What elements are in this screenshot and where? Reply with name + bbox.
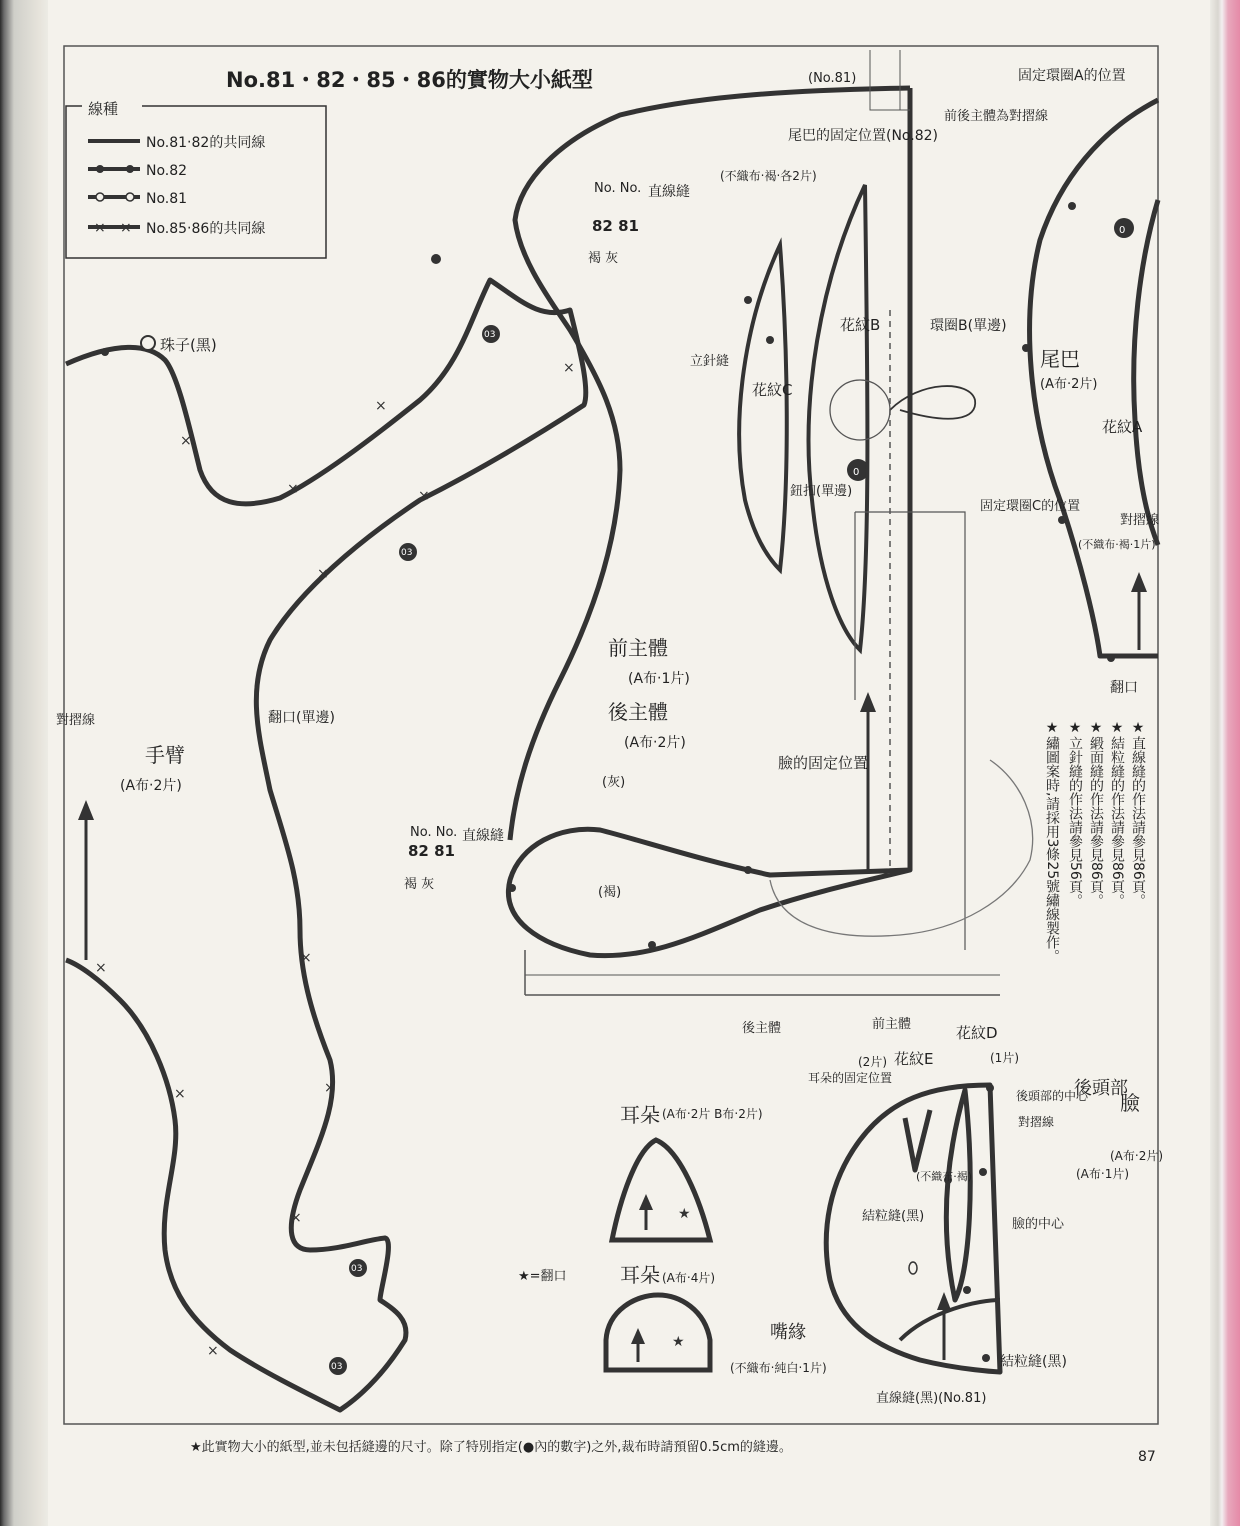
label-tail-fix: 尾巴的固定位置(No.82) [788, 128, 938, 144]
label-front-body-bottom: 前主體 [872, 1017, 912, 1032]
label-ear2: 耳朵 [620, 1263, 660, 1287]
label-patch-d-count: (1片) [990, 1051, 1019, 1065]
notes-vertical [1038, 706, 1148, 996]
svg-text:×: × [324, 1080, 336, 1096]
label-mouth: 嘴緣 [770, 1322, 806, 1343]
legend-item-1: No.81‧82的共同線 [146, 135, 266, 151]
label-ear-fix: 耳朵的固定位置 [808, 1071, 893, 1085]
label-front-cloth: (A布‧1片) [628, 671, 690, 687]
note-1: ★直線縫的作法請參見86頁。 [1130, 720, 1146, 908]
label-flip-single: 翻口(單邊) [268, 710, 335, 726]
label-patch-a-cloth: (不織布‧褐‧1片) [1078, 538, 1156, 551]
label-patch-b: 花紋B [840, 316, 881, 334]
svg-text:×: × [207, 1343, 219, 1359]
label-face: 臉 [1120, 1091, 1140, 1115]
label-ear2-cloth: (A布‧4片) [662, 1271, 716, 1285]
label-stand-stitch: 立針縫 [690, 354, 730, 369]
label-french-knot: 結粒縫(黑) [862, 1209, 925, 1224]
label-loop-c: 固定環圈C的位置 [980, 499, 1081, 514]
label-back-body: 後主體 [608, 700, 668, 724]
ear-piece-1 [612, 1140, 710, 1240]
label-button: 鈕扣(單邊) [790, 484, 853, 499]
svg-text:×: × [375, 398, 387, 414]
label-back-cloth: (A布‧2片) [624, 735, 686, 751]
label-ball: 珠子(黑) [160, 336, 217, 354]
label-tail-cloth: (A布‧2片) [1040, 377, 1098, 392]
svg-text:×: × [94, 220, 106, 236]
note-4: ★立針縫的作法請參見56頁。 [1067, 720, 1083, 908]
patch-b-outline [809, 185, 868, 650]
label-ear1-cloth: (A布‧2片 B布‧2片) [662, 1107, 763, 1121]
svg-text:×: × [287, 481, 299, 497]
patch-c-outline [739, 245, 787, 570]
label-ear1: 耳朵 [620, 1103, 660, 1127]
label-front-body: 前主體 [608, 636, 668, 660]
arm-markers [101, 254, 500, 1375]
svg-text:03: 03 [351, 1264, 363, 1274]
label-patch-a: 花紋A [1102, 418, 1143, 436]
label-patch-d: 花紋D [956, 1024, 998, 1042]
svg-text:×: × [300, 950, 312, 966]
ear-piece-2 [606, 1295, 710, 1370]
label-seam2-color: 褐 灰 [404, 877, 435, 892]
label-gray: (灰) [602, 775, 626, 790]
label-no81-top: (No.81) [808, 71, 857, 86]
label-loop-b: 環圈B(單邊) [930, 318, 1007, 334]
label-flip-right: 翻口 [1110, 680, 1138, 696]
label-patch-c: 花紋C [752, 381, 793, 399]
arm-outline [66, 280, 586, 1410]
label-brown: (褐) [598, 885, 622, 900]
label-seam2-num: 82 81 [408, 842, 455, 860]
label-seam-num: 82 81 [592, 217, 639, 235]
label-patch-e: 花紋E [894, 1050, 934, 1068]
svg-text:03: 03 [331, 1362, 343, 1372]
legend-item-3: No.81 [146, 191, 188, 207]
svg-text:×: × [95, 960, 107, 976]
label-fold-head: 對摺線 [1018, 1115, 1055, 1129]
label-face-cloth: (A布‧2片) [1110, 1149, 1164, 1163]
label-back-head-cloth: (A布‧1片) [1076, 1167, 1130, 1181]
label-back-head: 後頭部 [1074, 1078, 1128, 1099]
label-arm-cloth: (A布‧2片) [120, 778, 182, 794]
mouth-outline [900, 1300, 1000, 1340]
label-seam2-no: No. No. [410, 825, 458, 840]
label-straight-black: 直線縫(黑)(No.81) [876, 1391, 987, 1406]
label-felt-brown: (不織布‧褐) [916, 1170, 973, 1183]
patch-d-outline [946, 1090, 970, 1300]
label-seam-color: 褐 灰 [588, 251, 619, 266]
page-title: No.81・82・85・86的實物大小紙型 [226, 68, 593, 92]
notes-block [1038, 706, 1148, 996]
ball-marker [141, 336, 155, 350]
legend-item-2: No.82 [146, 163, 188, 179]
note-3: ★緞面縫的作法請參見86頁。 [1088, 720, 1104, 908]
page-number: 87 [1138, 1449, 1156, 1465]
svg-text:×: × [290, 1210, 302, 1226]
label-fold-left: 對摺線 [56, 713, 96, 728]
svg-text:×: × [317, 566, 329, 582]
label-face-center: 臉的中心 [1012, 1217, 1065, 1232]
body-markers [508, 296, 869, 949]
label-fold-right: 對摺線 [1120, 513, 1160, 528]
label-mouth-cloth: (不織布‧純白‧1片) [730, 1361, 827, 1375]
footer-note: ★此實物大小的紙型,並未包括縫邊的尺寸。除了特別指定(●內的數字)之外,裁布時請預留0.5cm的縫邊。 [190, 1440, 792, 1455]
label-french-knot-2: 結粒縫(黑) [1000, 1354, 1067, 1370]
label-face-fix: 臉的固定位置 [778, 754, 869, 772]
label-patch-e-count: (2片) [858, 1055, 887, 1069]
svg-text:★: ★ [678, 1206, 691, 1222]
label-seam-type: 直線縫 [648, 184, 690, 200]
svg-text:0: 0 [853, 467, 860, 478]
svg-text:03: 03 [484, 330, 496, 340]
patch-a-outline [1134, 200, 1158, 545]
label-star-flip: ★=翻口 [518, 1269, 567, 1284]
label-loop-a: 固定環圈A的位置 [1018, 68, 1126, 84]
svg-text:0: 0 [1119, 225, 1126, 236]
label-seam-no: No. No. [594, 181, 642, 196]
label-arm-part: 手臂 [145, 743, 185, 767]
note-2: ★結粒縫的作法請參見86頁。 [1109, 720, 1125, 908]
svg-text:03: 03 [401, 548, 413, 558]
svg-text:×: × [120, 220, 132, 236]
label-back-head-center: 後頭部的中心 [1016, 1089, 1089, 1103]
svg-text:×: × [418, 488, 430, 504]
patch-e-outline [905, 1110, 930, 1170]
label-patch-felt: (不織布‧褐‧各2片) [720, 169, 817, 183]
legend-heading: 線種 [88, 100, 119, 118]
svg-text:×: × [563, 360, 575, 376]
svg-text:×: × [174, 1086, 186, 1102]
line-type-legend [66, 96, 326, 258]
label-tail: 尾巴 [1040, 347, 1080, 371]
label-back-body-bottom: 後主體 [742, 1021, 782, 1036]
svg-text:×: × [180, 433, 192, 449]
svg-text:★: ★ [672, 1334, 685, 1350]
legend-item-4: No.85‧86的共同線 [146, 221, 266, 237]
arm-piece [66, 280, 586, 1410]
label-seam2-type: 直線縫 [462, 828, 504, 844]
label-fold-main: 前後主體為對摺線 [944, 109, 1049, 124]
note-5: ★繡圖案時,請採用3條25號繡線製作。 [1044, 720, 1060, 964]
